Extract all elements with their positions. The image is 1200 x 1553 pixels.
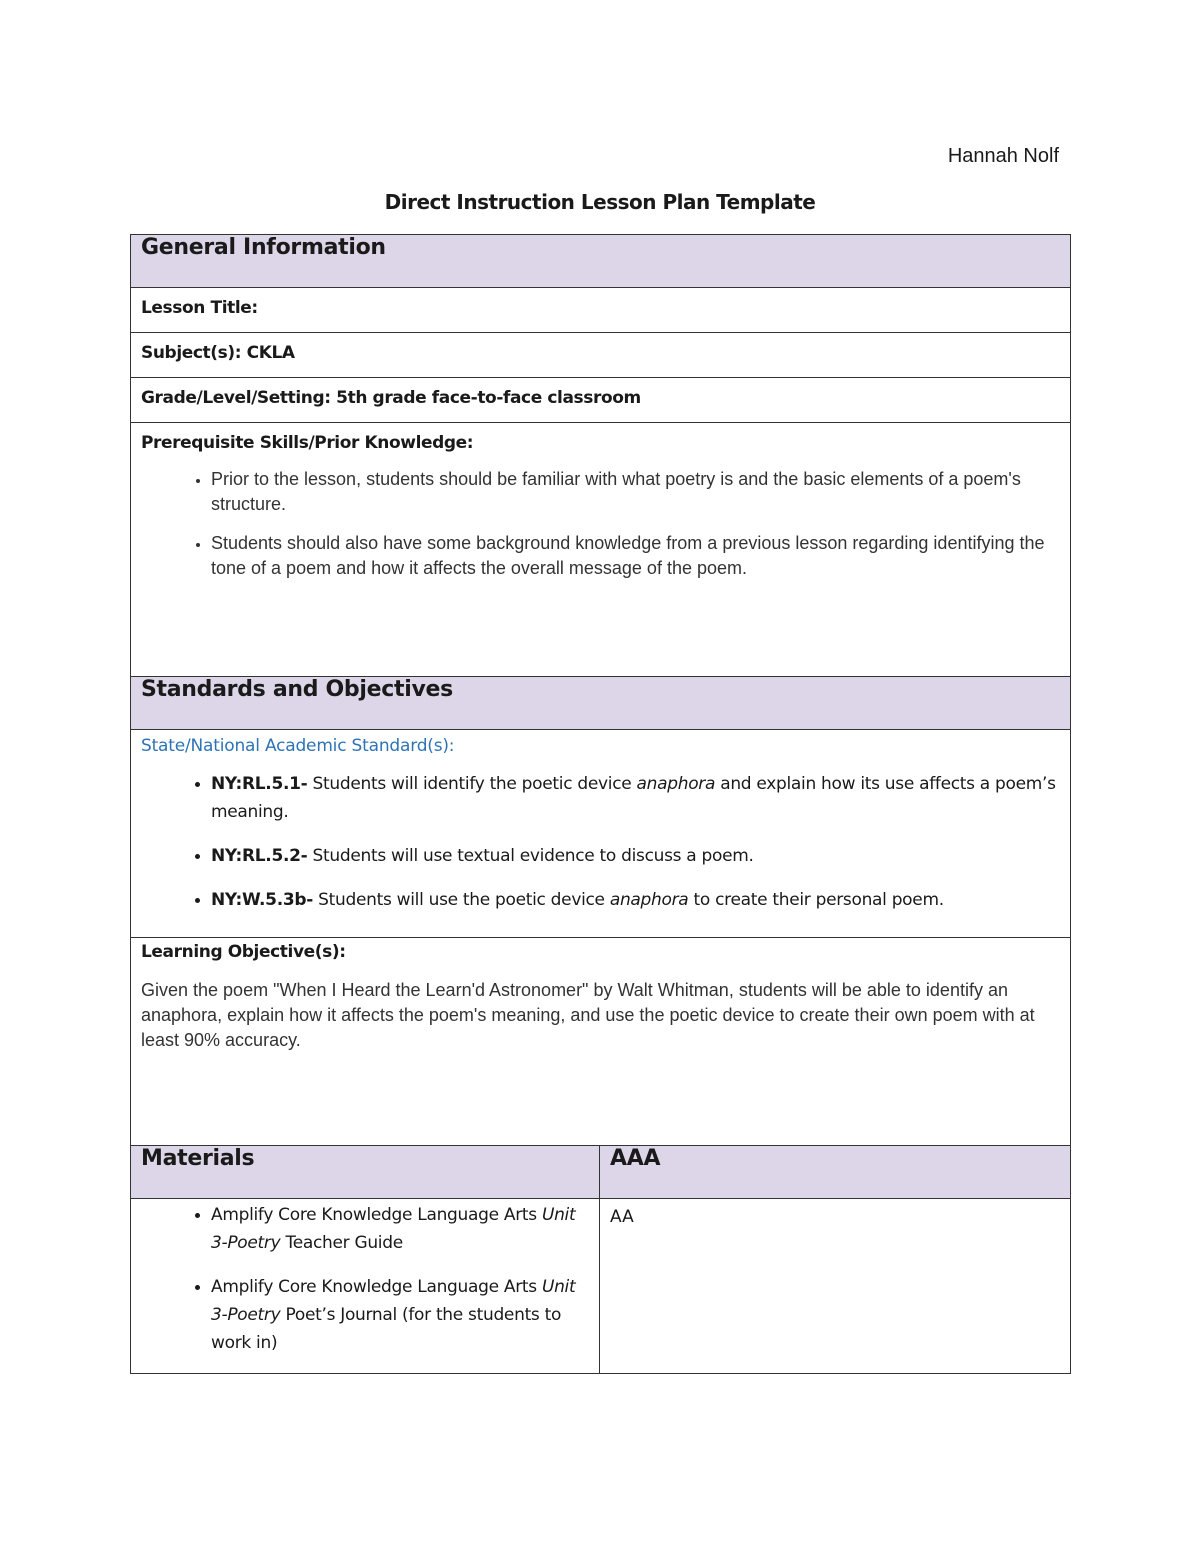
- list-item: • Students should also have some background knowledge from a previous lesson regarding identifying the tone of a poem and how it affects the overall message of the poem.: [211, 531, 1060, 581]
- material-text: Amplify Core Knowledge Language Arts: [211, 1205, 542, 1225]
- list-item: [211, 842, 1060, 870]
- list-item: [211, 886, 1060, 914]
- standard-text: Students will use textual evidence to discuss a poem.: [307, 846, 754, 866]
- author-name: Hannah Nolf: [947, 145, 1059, 167]
- material-text: Amplify Core Knowledge Language Arts: [211, 1277, 542, 1297]
- aaa-heading: AAA: [600, 1146, 1071, 1199]
- grade-level-setting-row: Grade/Level/Setting: 5th grade face-to-face classroom: [131, 378, 1071, 423]
- materials-list: [141, 1201, 589, 1357]
- prerequisite-skills-label: Prerequisite Skills/Prior Knowledge:: [141, 433, 474, 453]
- materials-header-row: [131, 1146, 1071, 1199]
- standard-text: to create their personal poem.: [688, 890, 944, 910]
- prerequisite-skills-list: [141, 467, 1060, 581]
- learning-objectives-cell: [131, 938, 1071, 1146]
- material-text: Poet’s Journal (for the students to work in): [211, 1305, 562, 1353]
- list-item: [211, 770, 1060, 826]
- general-information-heading: General Information: [131, 235, 1071, 288]
- material-unit: Unit 3-Poetry: [211, 1277, 576, 1325]
- learning-objective-text: Given the poem "When I Heard the Learn'd Astronomer" by Walt Whitman, students will be able to identify an anaphora, explain how it affects the poem's meaning, and use the poetic device to create their own poem with at least 90% accuracy.: [141, 980, 1035, 1050]
- standard-code: NY:W.5.3b-: [211, 890, 314, 910]
- standards-objectives-header: [131, 677, 1071, 730]
- subjects-row: Subject(s): CKLA: [131, 333, 1071, 378]
- materials-cell: [131, 1199, 600, 1374]
- prerequisite-skills-cell: [131, 423, 1071, 677]
- standard-text: Students will use the poetic device: [313, 890, 610, 910]
- standard-code: NY:RL.5.1-: [211, 774, 308, 794]
- list-item: [211, 1201, 589, 1257]
- standard-text: and explain how its use affects a poem’s meaning.: [211, 774, 1056, 822]
- aa-text: AA: [610, 1207, 634, 1227]
- standard-term: anaphora: [636, 774, 716, 794]
- material-text: Teacher Guide: [280, 1233, 403, 1253]
- standards-objectives-heading: Standards and Objectives: [131, 677, 1071, 730]
- general-information-header: [131, 235, 1071, 288]
- standards-cell: [131, 730, 1071, 938]
- lesson-title-row: Lesson Title:: [131, 288, 1071, 333]
- list-item: [211, 1273, 589, 1357]
- standard-code: NY:RL.5.2-: [211, 846, 308, 866]
- standard-term: anaphora: [609, 890, 689, 910]
- document-title: Direct Instruction Lesson Plan Template: [384, 190, 816, 214]
- lesson-plan-table: [130, 234, 1071, 1374]
- standards-label: State/National Academic Standard(s):: [141, 736, 455, 756]
- aaa-cell: [600, 1199, 1071, 1374]
- standards-list: [141, 770, 1060, 914]
- list-item: • Prior to the lesson, students should be familiar with what poetry is and the basic elements of a poem's structure.: [211, 467, 1060, 517]
- learning-objectives-label: Learning Objective(s):: [141, 942, 346, 962]
- standard-text: Students will identify the poetic device: [307, 774, 637, 794]
- materials-heading: Materials: [131, 1146, 600, 1199]
- material-unit: Unit 3-Poetry: [211, 1205, 576, 1253]
